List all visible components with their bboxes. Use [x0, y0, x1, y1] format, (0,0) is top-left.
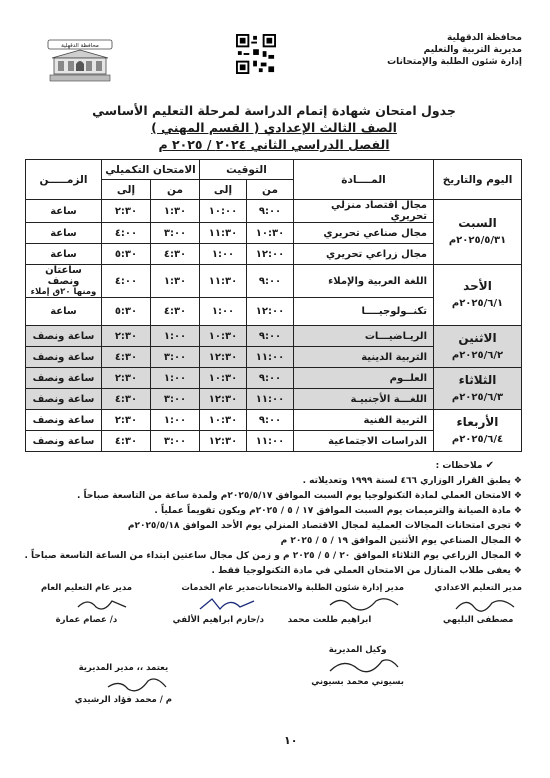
supp-to-cell: ٢:٣٠ [101, 368, 150, 389]
duration-text: ساعتان ونصف [45, 265, 82, 287]
subject-cell: تكنــولوجيــــا [294, 298, 434, 326]
supp-from-cell: ١:٣٠ [151, 200, 200, 223]
exam-date: ٢٠٢٥/٦/٤م [451, 433, 504, 445]
day-date-cell [434, 265, 522, 326]
bullet-icon: ❖ [513, 491, 522, 501]
approval-title: يعتمد ،، مدير المديرية [78, 663, 169, 673]
duration-text: ساعة [50, 227, 77, 239]
timing-to-cell: ١٠:٣٠ [200, 368, 247, 389]
duration-cell [25, 244, 101, 265]
timing-to-cell: ١١:٣٠ [200, 223, 247, 244]
handwritten-signature-icon [194, 593, 264, 615]
note-text: يطبق القرار الوزاري ٤٦٦ لسنة ١٩٩٩ وتعديلاته . [302, 476, 511, 486]
supp-to-cell: ٤:٠٠ [101, 265, 150, 298]
signature-affairs-director [255, 583, 404, 625]
day-date-cell [434, 200, 522, 265]
timing-from-cell: ١١:٠٠ [247, 431, 294, 452]
duration-cell [25, 298, 101, 326]
timing-to-cell: ١٢:٣٠ [200, 347, 247, 368]
supp-to-cell: ٤:٣٠ [101, 347, 150, 368]
supp-to-cell: ٥:٣٠ [101, 244, 150, 265]
bullet-icon: ❖ [513, 476, 522, 486]
notes-title [26, 460, 494, 471]
supp-from-cell: ٣:٠٠ [151, 223, 200, 244]
duration-text: ساعة [50, 248, 77, 260]
supp-from-cell: ١:٣٠ [151, 265, 200, 298]
timing-to-cell: ١٠:٣٠ [200, 326, 247, 347]
notes-list [26, 474, 522, 579]
timing-from-cell: ١٠:٣٠ [247, 223, 294, 244]
prep-director-name: مصطفى البليهي [443, 615, 514, 625]
supp-from-cell: ٣:٠٠ [151, 347, 200, 368]
supp-to-cell: ٤:٠٠ [101, 223, 150, 244]
duration-cell [25, 410, 101, 431]
bullet-icon: ❖ [513, 536, 522, 546]
qr-code-icon [236, 34, 276, 74]
day-date-cell [434, 326, 522, 368]
duration-text: ساعة ونصف [32, 393, 95, 405]
supp-from-cell: ٤:٣٠ [151, 298, 200, 326]
handwritten-signature-icon [452, 593, 522, 615]
general-ed-director-title: مدير عام التعليم العام [40, 583, 132, 593]
exam-date: ٢٠٢٥/٥/٣١م [448, 235, 507, 246]
letterhead-text [382, 32, 522, 68]
supp-from-cell: ١:٠٠ [151, 368, 200, 389]
note-item [26, 534, 522, 549]
note-text: المجال الصناعي يوم الأثنين الموافق ١٩ / ٥ / ٢٠٢٥ م [280, 536, 511, 546]
subject-cell: الدراسات الاجتماعية [294, 431, 434, 452]
timing-from-cell: ١٢:٠٠ [247, 244, 294, 265]
signature-general-ed-director [41, 583, 132, 625]
duration-text: ساعة [50, 306, 77, 317]
notes-section [26, 460, 522, 579]
duration-cell [25, 431, 101, 452]
supp-from-cell: ١:٠٠ [151, 326, 200, 347]
header-supp-from: من [151, 180, 200, 200]
duration-cell [25, 389, 101, 410]
duration-text: ساعة ونصف [32, 330, 95, 342]
signature-services-director [173, 583, 264, 625]
header-supp-to: إلى [101, 180, 150, 200]
exam-date: ٢٠٢٥/٦/٣م [451, 391, 504, 403]
timing-to-cell: ١١:٣٠ [200, 265, 247, 298]
timing-to-cell: ١٢:٣٠ [200, 389, 247, 410]
duration-text: ساعة ونصف [32, 351, 95, 363]
exam-date: ٢٠٢٥/٦/١م [451, 298, 504, 309]
qr-caption [228, 76, 284, 84]
header-timing-to: إلى [200, 180, 247, 200]
timing-to-cell: ١٢:٣٠ [200, 431, 247, 452]
note-item [26, 549, 522, 564]
handwritten-signature-icon [72, 593, 132, 615]
supp-to-cell: ٤:٣٠ [101, 431, 150, 452]
bullet-icon: ❖ [513, 506, 522, 516]
subject-cell: اللغة العربية والإملاء [294, 265, 434, 298]
timing-from-cell: ٩:٠٠ [247, 265, 294, 298]
supp-to-cell: ٥:٣٠ [101, 298, 150, 326]
logo-caption: محافظة الدقهلية [61, 43, 99, 49]
governorate-line: محافظة الدقهلية [447, 33, 522, 43]
timing-to-cell: ١:٠٠ [200, 298, 247, 326]
header-duration: الزمـــــن [25, 160, 101, 200]
header-timing: التوقيت [200, 160, 294, 180]
note-text: المجال الزراعي يوم الثلاثاء الموافق ٢٠ / ٥ / ٢٠٢٥ م و زمن كل مجال ساعتين ابتداء من الساعة التاسعة صباحاً . [24, 551, 511, 561]
deputy-title: وكيل المديرية [328, 645, 387, 655]
duration-cell [25, 223, 101, 244]
signature-prep-director [434, 583, 522, 625]
day-date-cell [434, 368, 522, 410]
header-timing-from: من [247, 180, 294, 200]
handwritten-signature-icon [102, 673, 172, 695]
timing-to-cell: ١٠:٠٠ [200, 200, 247, 223]
subject-cell: مجال اقتصاد منزلي تحريري [294, 200, 434, 223]
duration-cell [25, 265, 101, 298]
subject-cell: اللغـــة الأجنبيـة [294, 389, 434, 410]
timing-from-cell: ١١:٠٠ [247, 347, 294, 368]
affairs-director-title: مدير إدارة شئون الطلبة والامتحانات [255, 583, 404, 593]
signatures-block [26, 583, 522, 733]
header-day-date: اليوم والتاريخ [434, 160, 522, 200]
supp-to-cell: ٢:٣٠ [101, 410, 150, 431]
exam-schedule-table [25, 159, 522, 452]
services-director-title: مدير عام الخدمات [181, 583, 256, 593]
handwritten-signature-icon [324, 593, 404, 615]
day-date-cell [434, 410, 522, 452]
subject-cell: الريـاضيـــات [294, 326, 434, 347]
schedule-body [25, 200, 521, 452]
table-row [25, 368, 521, 389]
day-name: السبت [458, 216, 497, 230]
signature-deputy [311, 645, 404, 687]
supp-to-cell: ٢:٣٠ [101, 326, 150, 347]
page-number: ١٠ [284, 734, 298, 747]
bullet-icon: ❖ [513, 566, 522, 576]
supp-from-cell: ٣:٠٠ [151, 389, 200, 410]
subject-cell: مجال زراعي تحريري [294, 244, 434, 265]
document-titles [26, 102, 522, 153]
duration-cell [25, 200, 101, 223]
exam-date: ٢٠٢٥/٦/٢م [451, 349, 504, 361]
duration-note: ومنها ٢٠ق إملاء [30, 287, 97, 297]
day-name: الأربعاء [456, 414, 499, 429]
header-subject: المــــادة [294, 160, 434, 200]
day-name: الاثنين [458, 330, 497, 345]
title-main: جدول امتحان شهادة إتمام الدراسة لمرحلة التعليم الأساسي [92, 103, 456, 118]
supp-from-cell: ٣:٠٠ [151, 431, 200, 452]
subject-cell: التربية الفنية [294, 410, 434, 431]
table-row [25, 265, 521, 298]
bullet-icon: ❖ [513, 521, 522, 531]
day-name: الأحد [463, 279, 492, 293]
table-row [25, 410, 521, 431]
subject-cell: التربية الدينية [294, 347, 434, 368]
header-supplementary: الامتحان التكميلي [101, 160, 199, 180]
note-item [26, 564, 522, 579]
directorate-line: مديرية التربية والتعليم [423, 45, 522, 55]
duration-text: ساعة ونصف [32, 372, 95, 384]
note-text: يعفى طلاب المنازل من الامتحان العملي في مادة التكنولوجيا فقط . [211, 566, 511, 576]
day-name: الثلاثاء [458, 372, 497, 387]
approval-name: م / محمد فؤاد الرشيدي [74, 695, 172, 705]
supp-from-cell: ٤:٣٠ [151, 244, 200, 265]
note-item [26, 519, 522, 534]
duration-text: ساعة ونصف [32, 414, 95, 426]
handwritten-signature-icon [324, 655, 404, 677]
duration-text: ساعة [50, 205, 77, 217]
timing-from-cell: ١٢:٠٠ [247, 298, 294, 326]
letterhead [26, 22, 522, 90]
subject-cell: العلــوم [294, 368, 434, 389]
deputy-name: بسيوني محمد بسيوني [311, 677, 404, 687]
table-row [25, 200, 521, 223]
subject-cell: مجال صناعي تحريري [294, 223, 434, 244]
note-item [26, 489, 522, 504]
supp-to-cell: ٤:٣٠ [101, 389, 150, 410]
timing-from-cell: ٩:٠٠ [247, 200, 294, 223]
title-grade: الصف الثالث الإعدادي ( القسم المهني ) [151, 120, 397, 135]
duration-cell [25, 347, 101, 368]
duration-cell [25, 368, 101, 389]
notes-title-text: ملاحظات : [435, 461, 483, 471]
check-icon: ✔ [485, 460, 494, 471]
timing-from-cell: ٩:٠٠ [247, 410, 294, 431]
note-text: مادة الصيانة والترميمات يوم السبت الموافق ١٧ / ٥ / ٢٠٢٥م ويكون تقويماً عملياً . [154, 506, 511, 516]
note-item [26, 474, 522, 489]
bullet-icon: ❖ [513, 551, 522, 561]
timing-to-cell: ١٠:٣٠ [200, 410, 247, 431]
supp-to-cell: ٢:٣٠ [101, 200, 150, 223]
signature-approval [75, 663, 172, 705]
services-director-name: د/حازم ابراهيم الألفي [172, 615, 264, 625]
title-term: الفصل الدراسي الثاني ٢٠٢٤ / ٢٠٢٥ م [158, 137, 390, 152]
note-text: تجرى امتحانات المجالات العملية لمجال الاقتصاد المنزلي يوم الأحد الموافق ٢٠٢٥/٥/١٨م [127, 521, 511, 531]
prep-director-title: مدير التعليم الاعدادي [434, 583, 522, 593]
directorate-logo-icon [44, 38, 116, 84]
note-item [26, 504, 522, 519]
note-text: الامتحان العملي لمادة التكنولوجيا يوم السبت الموافق ٢٠٢٥/٥/١٧م ولمدة ساعة من التاسعة صباحاً . [76, 491, 511, 501]
duration-cell [25, 326, 101, 347]
timing-from-cell: ٩:٠٠ [247, 368, 294, 389]
affairs-director-name: ابراهيم طلعت محمد [287, 615, 372, 625]
department-line: إدارة شئون الطلبة والإمتحانات [387, 57, 522, 67]
timing-from-cell: ١١:٠٠ [247, 389, 294, 410]
timing-to-cell: ١:٠٠ [200, 244, 247, 265]
general-ed-director-name: د/ عصام عمارة [55, 615, 118, 625]
table-row [25, 326, 521, 347]
supp-from-cell: ١:٠٠ [151, 410, 200, 431]
timing-from-cell: ٩:٠٠ [247, 326, 294, 347]
duration-text: ساعة ونصف [32, 435, 95, 447]
